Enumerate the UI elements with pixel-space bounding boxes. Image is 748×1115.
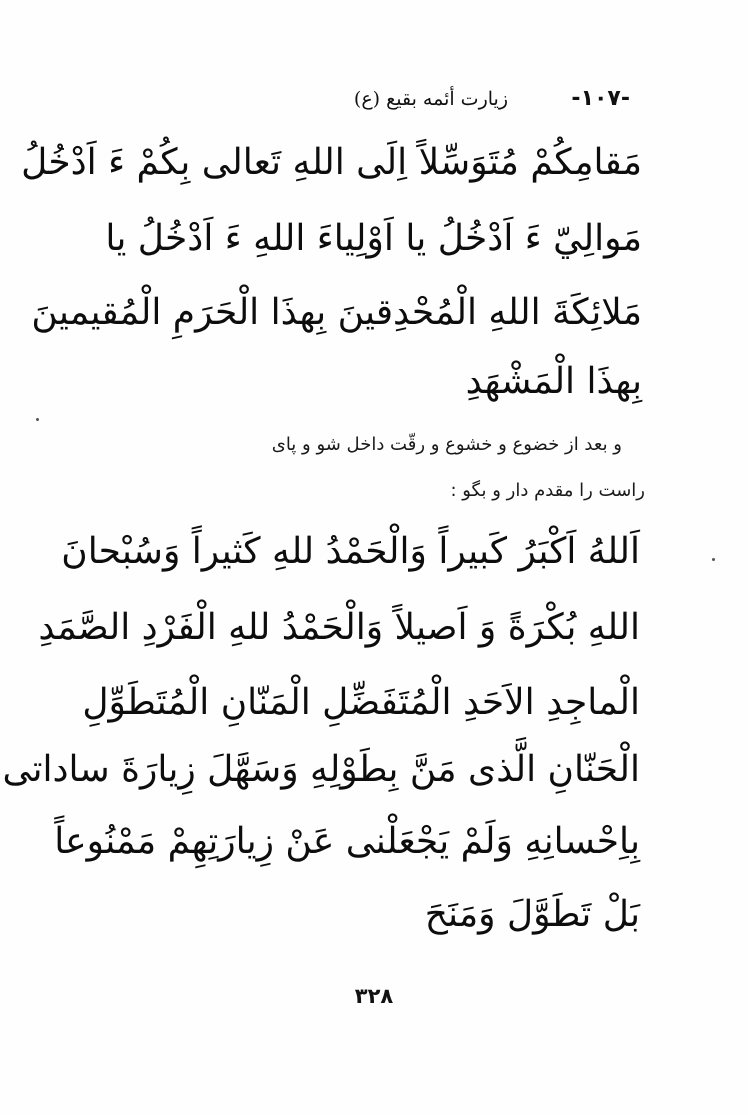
verse-line: مَلائِكَةَ اللهِ الْمُحْدِقينَ بِهذَا الْحَرَمِ الْمُقيمينَ [31, 292, 642, 333]
scan-speck [712, 558, 715, 561]
verse-line: اللهِ بُكْرَةً وَ اَصيلاً وَالْحَمْدُ للهِ الْفَرْدِ الصَّمَدِ [38, 607, 640, 648]
verse-line: الْماجِدِ الاَحَدِ الْمُتَفَضِّلِ الْمَنّانِ الْمُتَطَوِّلِ [82, 682, 640, 723]
scan-speck [36, 418, 39, 421]
header-page-number: -۱۰۷- [571, 86, 630, 111]
verse-line: بَلْ تَطَوَّلَ وَمَنَحَ [424, 894, 640, 935]
page-header [290, 84, 630, 124]
verse-line: بِهذَا الْمَشْهَدِ [465, 361, 642, 402]
instruction-line: و بعد از خضوع و خشوع و رقّت داخل شو و پای [271, 434, 622, 455]
verse-line: اَللهُ اَكْبَرُ كَبيراً وَالْحَمْدُ للهِ كَثيراً وَسُبْحانَ [61, 531, 640, 572]
section-title: زیارت أئمه بقیع (ع) [353, 88, 508, 110]
verse-line: بِاِحْسانِهِ وَلَمْ يَجْعَلْنى عَنْ زِيارَتِهِمْ مَمْنُوعاً [54, 821, 640, 862]
verse-line: مَوالِيّ ءَ اَدْخُلُ يا اَوْلِياءَ اللهِ ءَ اَدْخُلُ يا [105, 218, 642, 259]
instruction-line: راست را مقدم دار و بگو : [450, 480, 645, 501]
footer-page-number: ۳۲۸ [354, 984, 394, 1008]
verse-line: الْحَنّانِ الَّذى مَنَّ بِطَوْلِهِ وَسَهَّلَ زِيارَةَ ساداتى [2, 749, 640, 790]
verse-line: مَقامِكُمْ مُتَوَسِّلاً اِلَى اللهِ تَعالى بِكُمْ ءَ اَدْخُلُ [21, 142, 642, 183]
